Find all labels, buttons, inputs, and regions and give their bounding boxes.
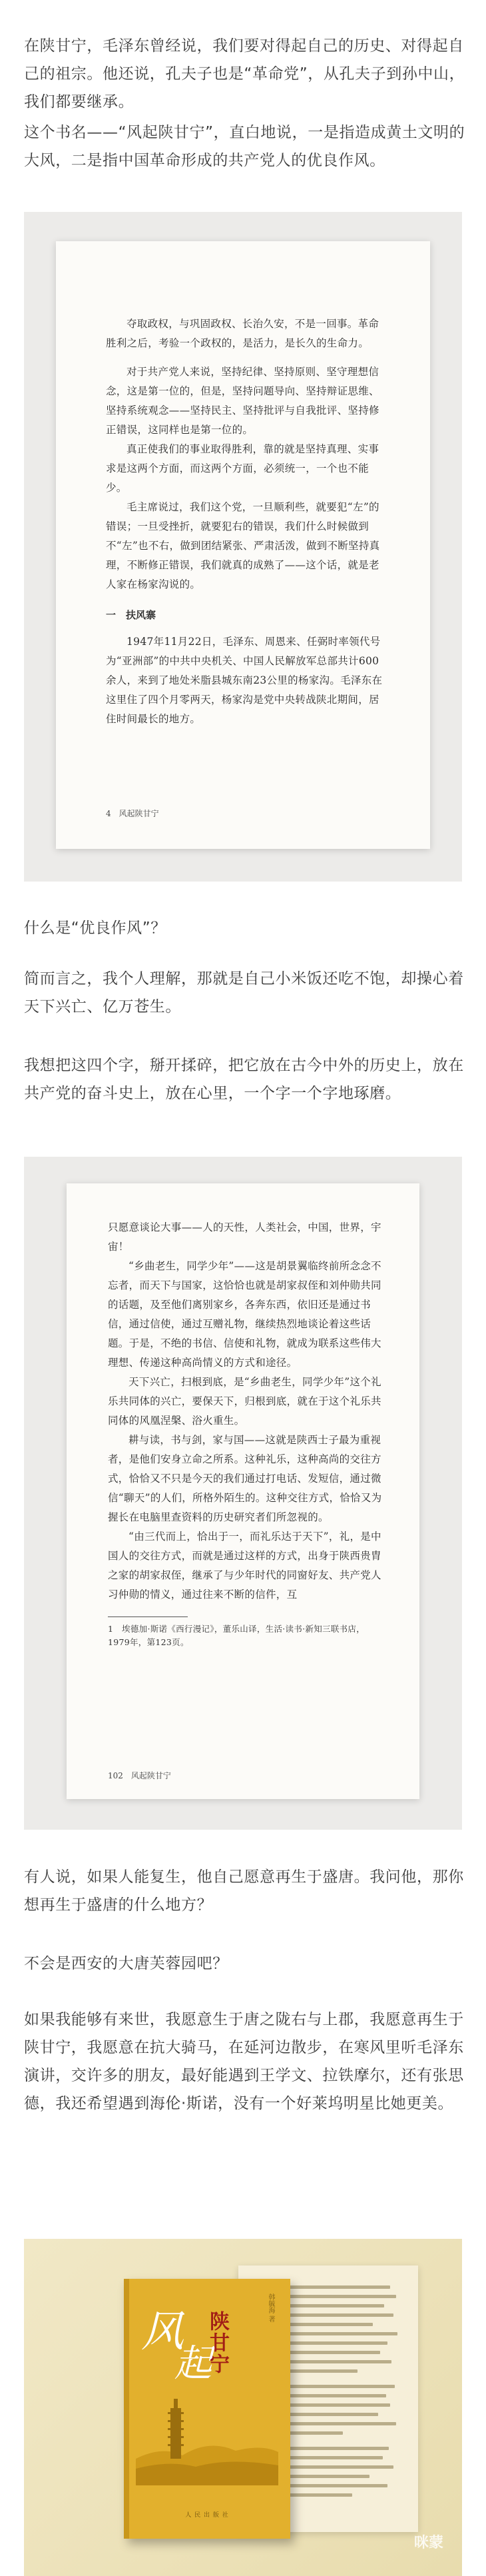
page1-paragraph: 真正使我们的事业取得胜利，靠的就是坚持真理、实事求是这两个方面，而这两个方面，必须统一，一个也不能少。 — [106, 443, 379, 494]
book-spine — [124, 2279, 129, 2539]
book-title-char-2: 起 — [174, 2342, 212, 2385]
book-page-photo-1 — [24, 212, 462, 882]
footnote-rule — [108, 1616, 188, 1617]
book-page-1 — [56, 241, 430, 849]
book-title-char-1: 风 — [141, 2307, 184, 2357]
page1-paragraph: 夺取政权，与巩固政权、长治久安，不是一回事。革命胜利之后，考验一个政权的，是活力，是长久的生命力。 — [106, 318, 379, 349]
book-front-cover — [124, 2279, 290, 2539]
book-cover-photo — [24, 2239, 462, 2576]
page2-paragraph: “由三代而上，恰出于一，而礼乐达于天下”，礼，是中国人的交往方式，而就是通过这样的方式，出身于陕西贵胄之家的胡家叔侄，继承了与少年时代的同窗好友、共产党人习仲勋的情义，通过往来不断的信件，互 — [108, 1531, 381, 1601]
middle-paragraph-1: 什么是“优良作风”？ — [24, 920, 166, 937]
watermark: 咪蒙 — [413, 2535, 443, 2551]
page2-paragraph: 天下兴亡，扫根到底，是“乡曲老生，同学少年”这个礼乐共同体的兴亡，要保天下，归根到底，就在于这个礼乐共同体的风凰涅槃、浴火重生。 — [108, 1376, 381, 1427]
intro-paragraph-2: 这个书名——“风起陕甘宁”，直白地说，一是指造成黄土文明的大风，二是指中国革命形成的共产党人的优良作风。 — [24, 124, 465, 169]
pagoda-illustration — [136, 2385, 278, 2485]
book-subtitle: 陕甘宁 — [206, 2311, 229, 2375]
book-publisher: 人 民 出 版 社 — [185, 2512, 229, 2519]
page-footer: 4 风起陕甘宁 — [106, 809, 159, 818]
middle-paragraph-3: 我想把这四个字，掰开揉碎，把它放在古今中外的历史上，放在共产党的奋斗史上，放在心里，一个字一个字地琢磨。 — [24, 1057, 464, 1102]
book-author: 韩毓海 著 — [267, 2293, 274, 2323]
closing-paragraph-2: 不会是西安的大唐芙蓉园吧？ — [24, 1955, 228, 1972]
closing-paragraph-3: 如果我能够有来世，我愿意生于唐之陇右与上郡，我愿意再生于陕甘宁，我愿意在抗大骑马，在延河边散步，在寒风里听毛泽东演讲，交许多的朋友，最好能遇到王学文、拉铁摩尔，还有张思德，我还希望遇到海伦·斯诺，没有一个好莱坞明星比她更美。 — [24, 2011, 464, 2112]
page1-paragraph: 对于共产党人来说，坚持纪律、坚持原则、坚守理想信念，这是第一位的，但是，坚持问题导向、坚持辩证思维、坚持系统观念——坚持民主、坚持批评与自我批评、坚持修正错误，这同样也是第一位的。 — [106, 366, 379, 436]
middle-paragraph-2: 简而言之，我个人理解，那就是自己小米饭还吃不饱，却操心着天下兴亡、亿万苍生。 — [24, 970, 464, 1015]
page2-paragraph: 耕与读，书与剑，家与国——这就是陕西士子最为重视者，是他们安身立命之所系。这种礼乐，这种高尚的交往方式，恰恰又不只是今天的我们通过打电话、发短信，通过微信“聊天”的人们，所格外陌生的。这种交往方式，恰恰又为握长在电脑里查资料的历史研究者们所忽视的。 — [108, 1434, 382, 1523]
closing-paragraph-1: 有人说，如果人能复生，他自己愿意再生于盛唐。我问他，那你想再生于盛唐的什么地方？ — [24, 1868, 464, 1914]
page1-paragraph: 1947年11月22日，毛泽东、周恩来、任弼时率领代号为“亚洲部”的中共中央机关、中国人民解放军总部共计600余人，来到了地处米脂县城东南23公里的杨家沟。毛泽东在这里住了四个月零两天，杨家沟是党中央转战陕北期间，居住时间最长的地方。 — [106, 636, 383, 725]
footnote: 1 埃德加·斯诺《西行漫记》，董乐山译，生活·读书·新知三联书店，1979年，第123页。 — [108, 1624, 365, 1647]
page-footer: 102 风起陕甘宁 — [108, 1771, 171, 1780]
page2-paragraph: “乡曲老生，同学少年”——这是胡景翼临终前所念念不忘者，而天下与国家，这恰恰也就是胡家叔侄和刘仲勋共同的话题，及至他们离别家乡，各奔东西，依旧还是通过书信，通过信使，通过互赠礼物，继续热烈地谈论着这些话题。于是，不绝的书信、信使和礼物，就成为联系这些伟大理想、传递这种高尚情义的方式和途径。 — [108, 1260, 381, 1369]
book-page-2 — [67, 1183, 419, 1799]
book-page-photo-2 — [24, 1157, 462, 1830]
section-heading: 一 扶风寨 — [106, 609, 156, 621]
page2-paragraph: 只愿意谈论大事——人的天性，人类社会，中国，世界，宇宙！ — [108, 1221, 381, 1253]
intro-paragraph-1: 在陕甘宁，毛泽东曾经说，我们要对得起自己的历史、对得起自己的祖宗。他还说，孔夫子也是“革命党”，从孔夫子到孙中山，我们都要继承。 — [24, 37, 465, 111]
page1-paragraph: 毛主席说过，我们这个党，一旦顺利些，就要犯“左”的错误；一旦受挫折，就要犯右的错误，我们什么时候做到不“左”也不右，做到团结紧张、严肃活泼，做到不断坚持真理，不断修正错误，我们就真的成熟了——这个话，就是老人家在杨家沟说的。 — [106, 501, 380, 590]
